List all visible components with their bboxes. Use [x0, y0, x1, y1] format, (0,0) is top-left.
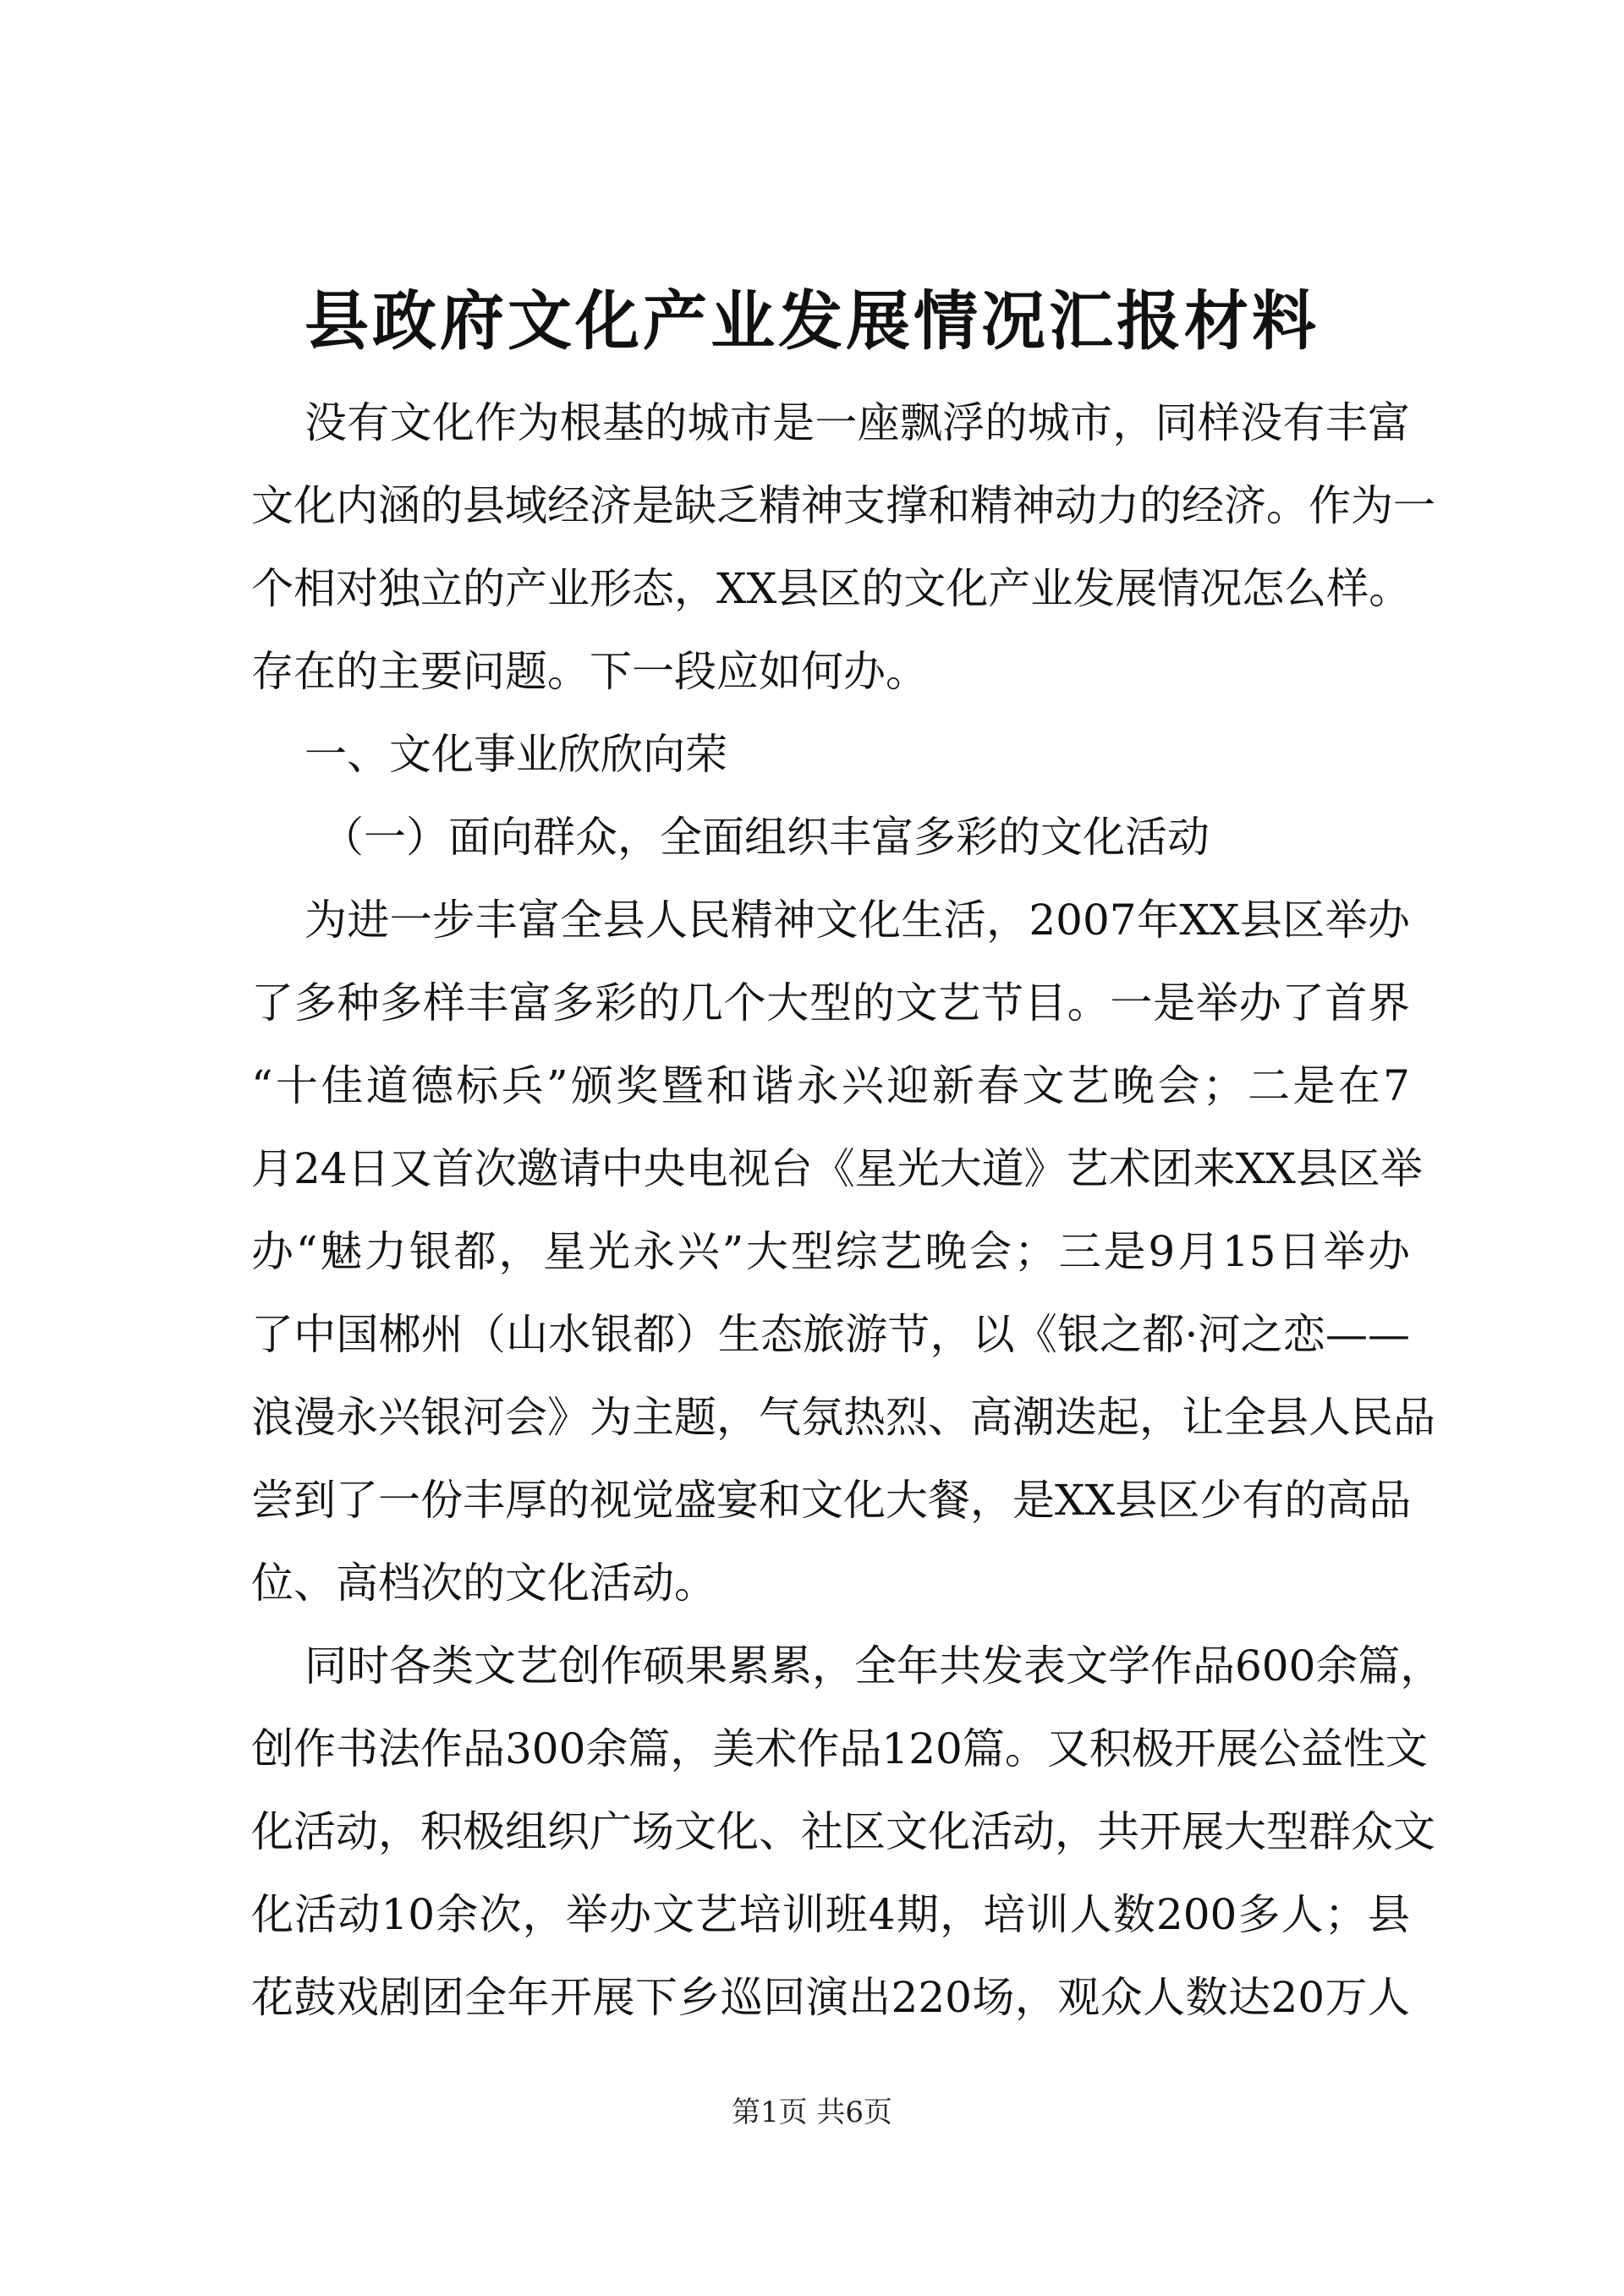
paragraph-line: “十佳道德标兵”颁奖暨和谐永兴迎新春文艺晚会；二是在7	[251, 1061, 1410, 1110]
paragraph-line: 了中国郴州（山水银都）生态旅游节，以《银之都·河之恋——	[251, 1310, 1410, 1359]
page-footer: 第1页 共6页	[731, 2096, 893, 2129]
document-title: 县政府文化产业发展情况汇报材料	[304, 283, 1320, 359]
paragraph-line: 月24日又首次邀请中央电视台《星光大道》艺术团来XX县区举	[251, 1144, 1423, 1193]
paragraph-line: 了多种多样丰富多彩的几个大型的文艺节目。一是举办了首界	[251, 978, 1410, 1027]
paragraph-line: 花鼓戏剧团全年开展下乡巡回演出220场，观众人数达20万人	[251, 1973, 1410, 2022]
paragraph-line: 存在的主要问题。下一段应如何办。	[251, 647, 928, 696]
paragraph-line: 化活动，积极组织广场文化、社区文化活动，共开展大型群众文	[251, 1807, 1435, 1856]
paragraph-line: 尝到了一份丰厚的视觉盛宴和文化大餐，是XX县区少有的高品	[251, 1476, 1412, 1525]
subsection-heading: （一）面向群众，全面组织丰富多彩的文化活动	[321, 813, 1210, 862]
paragraph-line: 没有文化作为根基的城市是一座飘浮的城市，同样没有丰富	[304, 398, 1410, 447]
paragraph-line: 位、高档次的文化活动。	[251, 1559, 716, 1608]
paragraph-line: 个相对独立的产业形态，XX县区的文化产业发展情况怎么样。	[251, 564, 1412, 613]
section-heading: 一、文化事业欣欣向荣	[304, 730, 727, 779]
paragraph-line: 同时各类文艺创作硕果累累，全年共发表文学作品600余篇，	[304, 1641, 1443, 1690]
paragraph-line: 文化内涵的县域经济是缺乏精神支撑和精神动力的经济。作为一	[251, 481, 1435, 530]
paragraph-line: 为进一步丰富全县人民精神文化生活，2007年XX县区举办	[304, 896, 1410, 945]
paragraph-line: 办“魅力银都，星光永兴”大型综艺晚会；三是9月15日举办	[251, 1227, 1410, 1276]
paragraph-line: 浪漫永兴银河会》为主题，气氛热烈、高潮迭起，让全县人民品	[251, 1393, 1435, 1442]
paragraph-line: 创作书法作品300余篇，美术作品120篇。又积极开展公益性文	[251, 1724, 1428, 1773]
paragraph-line: 化活动10余次，举办文艺培训班4期，培训人数200多人；县	[251, 1890, 1410, 1939]
